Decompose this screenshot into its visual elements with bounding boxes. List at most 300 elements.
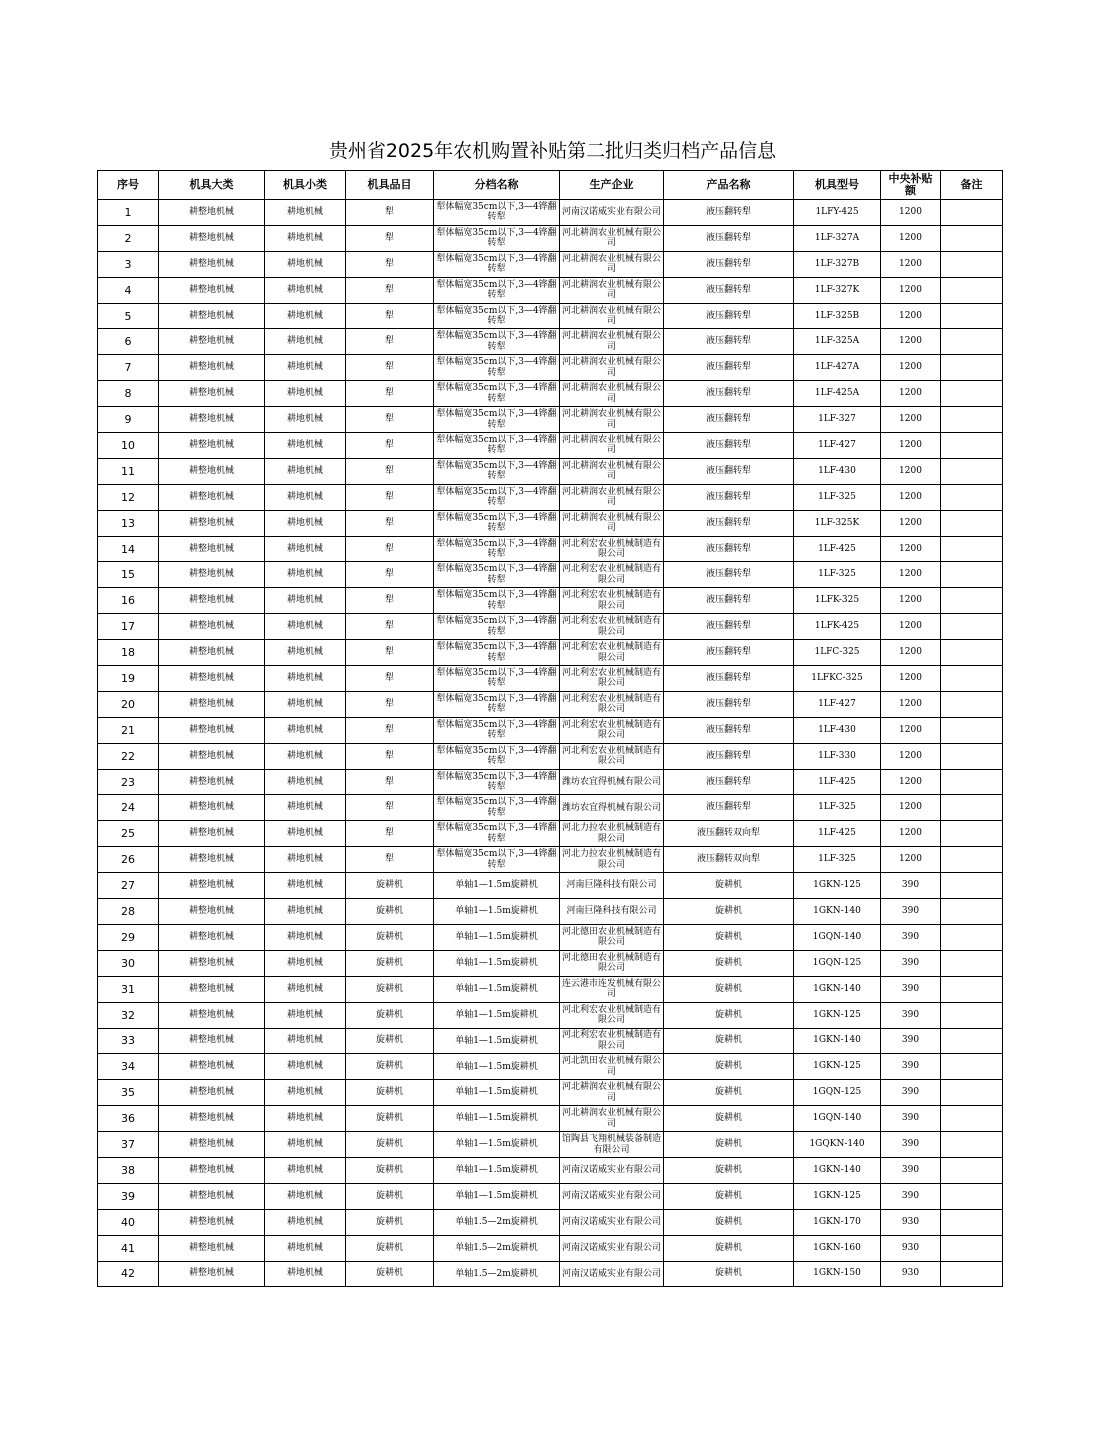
manufacturer-cell xyxy=(560,277,664,303)
seq-cell: 26 xyxy=(98,847,159,873)
category-cell: 耕整地机械 xyxy=(159,873,265,899)
manufacturer-cell xyxy=(560,355,664,381)
tier-cell xyxy=(434,1235,560,1261)
remarks-cell xyxy=(941,847,1003,873)
category-cell: 耕整地机械 xyxy=(159,407,265,433)
tier-cell-text: 单轴1—1.5m旋耕机 xyxy=(455,1113,538,1124)
category-cell: 耕整地机械 xyxy=(159,329,265,355)
page-title: 贵州省2025年农机购置补贴第二批归类归档产品信息 xyxy=(328,140,777,162)
subcategory-cell: 耕地机械 xyxy=(265,1157,346,1183)
manufacturer-cell xyxy=(560,1002,664,1028)
product-cell: 液压翻转犁 xyxy=(664,640,794,666)
item-cell: 旋耕机 xyxy=(346,873,434,899)
product-cell: 液压翻转犁 xyxy=(664,329,794,355)
manufacturer-cell xyxy=(560,458,664,484)
table-row xyxy=(98,717,1003,743)
category-cell: 耕整地机械 xyxy=(159,1261,265,1287)
manufacturer-cell xyxy=(560,769,664,795)
manufacturer-cell-text: 河南巨隆科技有限公司 xyxy=(566,906,657,917)
seq-cell: 4 xyxy=(98,277,159,303)
product-cell: 旋耕机 xyxy=(664,1209,794,1235)
tier-cell xyxy=(434,899,560,925)
model-cell: 1LF-327B xyxy=(794,251,881,277)
model-cell: 1GQKN-140 xyxy=(794,1132,881,1158)
manufacturer-cell xyxy=(560,536,664,562)
subsidy-cell: 390 xyxy=(881,976,941,1002)
category-cell: 耕整地机械 xyxy=(159,510,265,536)
tier-cell-text: 单轴1.5—2m旋耕机 xyxy=(455,1216,538,1227)
seq-cell: 33 xyxy=(98,1028,159,1054)
manufacturer-cell xyxy=(560,251,664,277)
subsidy-cell: 1200 xyxy=(881,614,941,640)
subsidy-cell: 1200 xyxy=(881,769,941,795)
category-cell: 耕整地机械 xyxy=(159,1157,265,1183)
tier-cell-text: 单轴1.5—2m旋耕机 xyxy=(455,1268,538,1279)
manufacturer-cell-text: 河北耕润农业机械有限公司 xyxy=(562,227,662,249)
seq-cell: 28 xyxy=(98,899,159,925)
model-cell: 1LF-325K xyxy=(794,510,881,536)
tier-cell-text: 犁体幅宽35cm以下,3—4铧翻转犁 xyxy=(436,409,557,430)
seq-cell: 23 xyxy=(98,769,159,795)
product-cell: 液压翻转犁 xyxy=(664,691,794,717)
product-cell: 旋耕机 xyxy=(664,1054,794,1080)
category-cell: 耕整地机械 xyxy=(159,769,265,795)
table-row xyxy=(98,1183,1003,1209)
tier-cell-text: 犁体幅宽35cm以下,3—4铧翻转犁 xyxy=(436,305,557,326)
manufacturer-cell xyxy=(560,1209,664,1235)
manufacturer-cell-text: 河北耕润农业机械有限公司 xyxy=(562,279,662,301)
item-cell: 旋耕机 xyxy=(346,1028,434,1054)
category-cell: 耕整地机械 xyxy=(159,821,265,847)
tier-cell-text: 犁体幅宽35cm以下,3—4铧翻转犁 xyxy=(436,201,557,223)
category-cell: 耕整地机械 xyxy=(159,950,265,976)
category-cell: 耕整地机械 xyxy=(159,277,265,303)
seq-cell: 34 xyxy=(98,1054,159,1080)
tier-cell xyxy=(434,1183,560,1209)
subsidy-cell: 390 xyxy=(881,1106,941,1132)
product-cell: 液压翻转犁 xyxy=(664,743,794,769)
category-cell: 耕整地机械 xyxy=(159,614,265,640)
manufacturer-cell xyxy=(560,691,664,717)
subcategory-cell: 耕地机械 xyxy=(265,381,346,407)
subsidy-cell: 1200 xyxy=(881,666,941,692)
subsidy-cell: 390 xyxy=(881,1028,941,1054)
product-cell: 液压翻转犁 xyxy=(664,769,794,795)
manufacturer-cell xyxy=(560,1183,664,1209)
model-cell: 1LFC-325 xyxy=(794,640,881,666)
category-cell: 耕整地机械 xyxy=(159,743,265,769)
model-cell: 1GQN-140 xyxy=(794,924,881,950)
seq-cell: 25 xyxy=(98,821,159,847)
remarks-cell xyxy=(941,976,1003,1002)
subcategory-cell: 耕地机械 xyxy=(265,1183,346,1209)
subsidy-cell: 1200 xyxy=(881,510,941,536)
item-cell: 旋耕机 xyxy=(346,924,434,950)
subsidy-cell: 1200 xyxy=(881,795,941,821)
manufacturer-cell-text: 河北利宏农业机械制造有限公司 xyxy=(562,745,662,767)
manufacturer-cell-text: 河北耕润农业机械有限公司 xyxy=(562,512,662,534)
table-row xyxy=(98,640,1003,666)
product-cell: 液压翻转犁 xyxy=(664,277,794,303)
remarks-cell xyxy=(941,355,1003,381)
tier-cell xyxy=(434,821,560,847)
category-cell: 耕整地机械 xyxy=(159,1080,265,1106)
manufacturer-cell xyxy=(560,899,664,925)
table-row xyxy=(98,1235,1003,1261)
subcategory-cell: 耕地机械 xyxy=(265,1080,346,1106)
table-row xyxy=(98,847,1003,873)
seq-cell: 40 xyxy=(98,1209,159,1235)
model-cell: 1LF-325 xyxy=(794,562,881,588)
model-cell: 1LF-430 xyxy=(794,717,881,743)
subsidy-cell: 390 xyxy=(881,1132,941,1158)
remarks-cell xyxy=(941,433,1003,459)
manufacturer-cell xyxy=(560,225,664,251)
tier-cell-text: 犁体幅宽35cm以下,3—4铧翻转犁 xyxy=(436,227,557,249)
remarks-cell xyxy=(941,1132,1003,1158)
item-cell: 犁 xyxy=(346,717,434,743)
model-cell: 1LF-427 xyxy=(794,691,881,717)
item-cell: 犁 xyxy=(346,381,434,407)
subsidy-cell: 390 xyxy=(881,873,941,899)
subsidy-cell: 1200 xyxy=(881,562,941,588)
manufacturer-cell-text: 河北利宏农业机械制造有限公司 xyxy=(562,616,662,637)
subsidy-cell: 1200 xyxy=(881,821,941,847)
product-cell: 液压翻转犁 xyxy=(664,200,794,226)
item-cell: 旋耕机 xyxy=(346,899,434,925)
manufacturer-cell xyxy=(560,976,664,1002)
subsidy-cell: 390 xyxy=(881,950,941,976)
subcategory-cell: 耕地机械 xyxy=(265,924,346,950)
table-row xyxy=(98,924,1003,950)
tier-cell xyxy=(434,769,560,795)
category-cell: 耕整地机械 xyxy=(159,200,265,226)
model-cell: 1GKN-140 xyxy=(794,1157,881,1183)
model-cell: 1LF-427 xyxy=(794,433,881,459)
subsidy-cell: 1200 xyxy=(881,251,941,277)
manufacturer-cell xyxy=(560,873,664,899)
table-row xyxy=(98,666,1003,692)
category-cell: 耕整地机械 xyxy=(159,899,265,925)
table-row xyxy=(98,873,1003,899)
tier-cell xyxy=(434,251,560,277)
manufacturer-cell xyxy=(560,562,664,588)
subcategory-cell: 耕地机械 xyxy=(265,1028,346,1054)
manufacturer-cell xyxy=(560,1106,664,1132)
manufacturer-cell-text: 河南汉诺威实业有限公司 xyxy=(562,1216,662,1227)
remarks-cell xyxy=(941,1106,1003,1132)
product-cell: 液压翻转双向犁 xyxy=(664,821,794,847)
model-cell: 1LFKC-325 xyxy=(794,666,881,692)
remarks-cell xyxy=(941,200,1003,226)
item-cell: 犁 xyxy=(346,407,434,433)
tier-cell xyxy=(434,1106,560,1132)
category-cell: 耕整地机械 xyxy=(159,303,265,329)
seq-cell: 20 xyxy=(98,691,159,717)
item-cell: 旋耕机 xyxy=(346,1157,434,1183)
subcategory-cell: 耕地机械 xyxy=(265,329,346,355)
manufacturer-cell xyxy=(560,303,664,329)
model-cell: 1GKN-140 xyxy=(794,1028,881,1054)
seq-cell: 13 xyxy=(98,510,159,536)
item-cell: 犁 xyxy=(346,200,434,226)
seq-cell: 35 xyxy=(98,1080,159,1106)
tier-cell-text: 犁体幅宽35cm以下,3—4铧翻转犁 xyxy=(436,616,557,637)
seq-cell: 11 xyxy=(98,458,159,484)
manufacturer-cell xyxy=(560,666,664,692)
manufacturer-cell-text: 馆陶县飞翔机械装备制造有限公司 xyxy=(562,1134,662,1155)
subsidy-cell: 1200 xyxy=(881,381,941,407)
subcategory-cell: 耕地机械 xyxy=(265,1106,346,1132)
header-cell-item: 机具品目 xyxy=(346,171,434,200)
item-cell: 旋耕机 xyxy=(346,1261,434,1287)
product-cell: 旋耕机 xyxy=(664,1183,794,1209)
subcategory-cell: 耕地机械 xyxy=(265,355,346,381)
tier-cell xyxy=(434,562,560,588)
product-cell: 液压翻转犁 xyxy=(664,484,794,510)
tier-cell-text: 犁体幅宽35cm以下,3—4铧翻转犁 xyxy=(436,564,557,585)
model-cell: 1GKN-125 xyxy=(794,1002,881,1028)
item-cell: 旋耕机 xyxy=(346,1002,434,1028)
tier-cell xyxy=(434,433,560,459)
tier-cell-text: 单轴1—1.5m旋耕机 xyxy=(455,932,538,943)
subsidy-cell: 1200 xyxy=(881,717,941,743)
seq-cell: 32 xyxy=(98,1002,159,1028)
subcategory-cell: 耕地机械 xyxy=(265,795,346,821)
item-cell: 犁 xyxy=(346,640,434,666)
category-cell: 耕整地机械 xyxy=(159,458,265,484)
tier-cell xyxy=(434,666,560,692)
model-cell: 1GKN-160 xyxy=(794,1235,881,1261)
product-cell: 液压翻转犁 xyxy=(664,614,794,640)
tier-cell-text: 单轴1—1.5m旋耕机 xyxy=(455,1191,538,1202)
manufacturer-cell-text: 河北耕润农业机械有限公司 xyxy=(562,253,662,275)
manufacturer-cell xyxy=(560,1235,664,1261)
remarks-cell xyxy=(941,329,1003,355)
remarks-cell xyxy=(941,1002,1003,1028)
product-cell: 液压翻转犁 xyxy=(664,458,794,484)
model-cell: 1GKN-150 xyxy=(794,1261,881,1287)
item-cell: 旋耕机 xyxy=(346,950,434,976)
product-cell: 液压翻转犁 xyxy=(664,303,794,329)
model-cell: 1LF-425 xyxy=(794,769,881,795)
tier-cell-text: 犁体幅宽35cm以下,3—4铧翻转犁 xyxy=(436,745,557,767)
header-cell-category: 机具大类 xyxy=(159,171,265,200)
seq-cell: 21 xyxy=(98,717,159,743)
tier-cell-text: 单轴1—1.5m旋耕机 xyxy=(455,1087,538,1098)
model-cell: 1LF-327K xyxy=(794,277,881,303)
item-cell: 犁 xyxy=(346,458,434,484)
table-row xyxy=(98,484,1003,510)
subcategory-cell: 耕地机械 xyxy=(265,899,346,925)
subcategory-cell: 耕地机械 xyxy=(265,640,346,666)
subsidy-cell: 1200 xyxy=(881,329,941,355)
manufacturer-cell-text: 河北利宏农业机械制造有限公司 xyxy=(562,1030,662,1051)
table-row xyxy=(98,381,1003,407)
item-cell: 犁 xyxy=(346,588,434,614)
seq-cell: 7 xyxy=(98,355,159,381)
subsidy-cell: 390 xyxy=(881,1157,941,1183)
tier-cell xyxy=(434,536,560,562)
item-cell: 犁 xyxy=(346,355,434,381)
category-cell: 耕整地机械 xyxy=(159,355,265,381)
manufacturer-cell-text: 河南汉诺威实业有限公司 xyxy=(562,1191,662,1202)
manufacturer-cell-text: 潍坊农宜得机械有限公司 xyxy=(562,802,662,813)
manufacturer-cell xyxy=(560,329,664,355)
remarks-cell xyxy=(941,1261,1003,1287)
header-cell-subcategory: 机具小类 xyxy=(265,171,346,200)
manufacturer-cell-text: 连云港市连发机械有限公司 xyxy=(562,978,662,1000)
product-cell: 液压翻转犁 xyxy=(664,536,794,562)
remarks-cell xyxy=(941,640,1003,666)
seq-cell: 18 xyxy=(98,640,159,666)
manufacturer-cell-text: 河南汉诺威实业有限公司 xyxy=(562,1165,662,1176)
product-cell: 旋耕机 xyxy=(664,1080,794,1106)
category-cell: 耕整地机械 xyxy=(159,691,265,717)
subsidy-cell: 390 xyxy=(881,1054,941,1080)
model-cell: 1GKN-140 xyxy=(794,899,881,925)
subsidy-cell: 390 xyxy=(881,899,941,925)
item-cell: 犁 xyxy=(346,769,434,795)
remarks-cell xyxy=(941,1235,1003,1261)
manufacturer-cell-text: 河南汉诺威实业有限公司 xyxy=(562,207,662,218)
manufacturer-cell-text: 河北凯田农业机械有限公司 xyxy=(562,1056,662,1077)
table-row xyxy=(98,562,1003,588)
remarks-cell xyxy=(941,251,1003,277)
category-cell: 耕整地机械 xyxy=(159,1183,265,1209)
manufacturer-cell-text: 河北利宏农业机械制造有限公司 xyxy=(562,693,662,715)
model-cell: 1LF-325A xyxy=(794,329,881,355)
tier-cell xyxy=(434,1261,560,1287)
header-cell-model: 机具型号 xyxy=(794,171,881,200)
product-cell: 液压翻转犁 xyxy=(664,225,794,251)
item-cell: 犁 xyxy=(346,251,434,277)
manufacturer-cell xyxy=(560,1157,664,1183)
item-cell: 犁 xyxy=(346,691,434,717)
table-row xyxy=(98,458,1003,484)
header-cell-tier: 分档名称 xyxy=(434,171,560,200)
remarks-cell xyxy=(941,769,1003,795)
subcategory-cell: 耕地机械 xyxy=(265,691,346,717)
seq-cell: 5 xyxy=(98,303,159,329)
category-cell: 耕整地机械 xyxy=(159,1106,265,1132)
subsidy-cell: 1200 xyxy=(881,640,941,666)
remarks-cell xyxy=(941,277,1003,303)
manufacturer-cell xyxy=(560,717,664,743)
subsidy-cell: 1200 xyxy=(881,277,941,303)
manufacturer-cell xyxy=(560,200,664,226)
manufacturer-cell-text: 河北德田农业机械制造有限公司 xyxy=(562,952,662,974)
product-cell: 旋耕机 xyxy=(664,1261,794,1287)
manufacturer-cell-text: 河北利宏农业机械制造有限公司 xyxy=(562,590,662,611)
item-cell: 犁 xyxy=(346,562,434,588)
table-row xyxy=(98,510,1003,536)
seq-cell: 37 xyxy=(98,1132,159,1158)
tier-cell-text: 犁体幅宽35cm以下,3—4铧翻转犁 xyxy=(436,823,557,844)
table-row xyxy=(98,200,1003,226)
manufacturer-cell-text: 河北德田农业机械制造有限公司 xyxy=(562,926,662,948)
model-cell: 1LF-430 xyxy=(794,458,881,484)
tier-cell-text: 单轴1—1.5m旋耕机 xyxy=(455,1035,538,1046)
category-cell: 耕整地机械 xyxy=(159,717,265,743)
subsidy-cell: 1200 xyxy=(881,433,941,459)
item-cell: 犁 xyxy=(346,484,434,510)
item-cell: 犁 xyxy=(346,795,434,821)
table-row xyxy=(98,329,1003,355)
model-cell: 1LFK-425 xyxy=(794,614,881,640)
model-cell: 1GKN-125 xyxy=(794,1054,881,1080)
category-cell: 耕整地机械 xyxy=(159,433,265,459)
tier-cell xyxy=(434,458,560,484)
table-row xyxy=(98,899,1003,925)
subcategory-cell: 耕地机械 xyxy=(265,303,346,329)
tier-cell xyxy=(434,225,560,251)
subcategory-cell: 耕地机械 xyxy=(265,251,346,277)
subsidy-cell: 1200 xyxy=(881,691,941,717)
tier-cell xyxy=(434,1080,560,1106)
subcategory-cell: 耕地机械 xyxy=(265,666,346,692)
manufacturer-cell xyxy=(560,821,664,847)
category-cell: 耕整地机械 xyxy=(159,976,265,1002)
table-row xyxy=(98,225,1003,251)
manufacturer-cell xyxy=(560,588,664,614)
remarks-cell xyxy=(941,510,1003,536)
model-cell: 1LF-425A xyxy=(794,381,881,407)
table-row xyxy=(98,1261,1003,1287)
manufacturer-cell-text: 河北耕润农业机械有限公司 xyxy=(562,1108,662,1129)
subsidy-cell: 930 xyxy=(881,1209,941,1235)
tier-cell xyxy=(434,717,560,743)
remarks-cell xyxy=(941,407,1003,433)
model-cell: 1GKN-125 xyxy=(794,873,881,899)
subcategory-cell: 耕地机械 xyxy=(265,1054,346,1080)
product-cell: 旋耕机 xyxy=(664,924,794,950)
subsidy-cell: 1200 xyxy=(881,536,941,562)
subsidy-cell: 1200 xyxy=(881,847,941,873)
tier-cell xyxy=(434,873,560,899)
category-cell: 耕整地机械 xyxy=(159,924,265,950)
manufacturer-cell-text: 河北耕润农业机械有限公司 xyxy=(562,434,662,456)
model-cell: 1LF-327A xyxy=(794,225,881,251)
manufacturer-cell xyxy=(560,1054,664,1080)
header-cell-manufacturer: 生产企业 xyxy=(560,171,664,200)
tier-cell xyxy=(434,407,560,433)
table-row xyxy=(98,691,1003,717)
seq-cell: 3 xyxy=(98,251,159,277)
remarks-cell xyxy=(941,691,1003,717)
remarks-cell xyxy=(941,821,1003,847)
category-cell: 耕整地机械 xyxy=(159,1054,265,1080)
tier-cell-text: 单轴1—1.5m旋耕机 xyxy=(455,1061,538,1072)
category-cell: 耕整地机械 xyxy=(159,640,265,666)
tier-cell xyxy=(434,381,560,407)
category-cell: 耕整地机械 xyxy=(159,1235,265,1261)
table-row xyxy=(98,251,1003,277)
subcategory-cell: 耕地机械 xyxy=(265,588,346,614)
tier-cell xyxy=(434,976,560,1002)
model-cell: 1GQN-125 xyxy=(794,950,881,976)
table-row xyxy=(98,743,1003,769)
subsidy-cell: 1200 xyxy=(881,355,941,381)
product-cell: 液压翻转犁 xyxy=(664,407,794,433)
item-cell: 犁 xyxy=(346,666,434,692)
seq-cell: 15 xyxy=(98,562,159,588)
subsidy-cell: 1200 xyxy=(881,588,941,614)
tier-cell-text: 犁体幅宽35cm以下,3—4铧翻转犁 xyxy=(436,331,557,352)
product-cell: 液压翻转犁 xyxy=(664,795,794,821)
category-cell: 耕整地机械 xyxy=(159,588,265,614)
subsidy-cell: 1200 xyxy=(881,200,941,226)
